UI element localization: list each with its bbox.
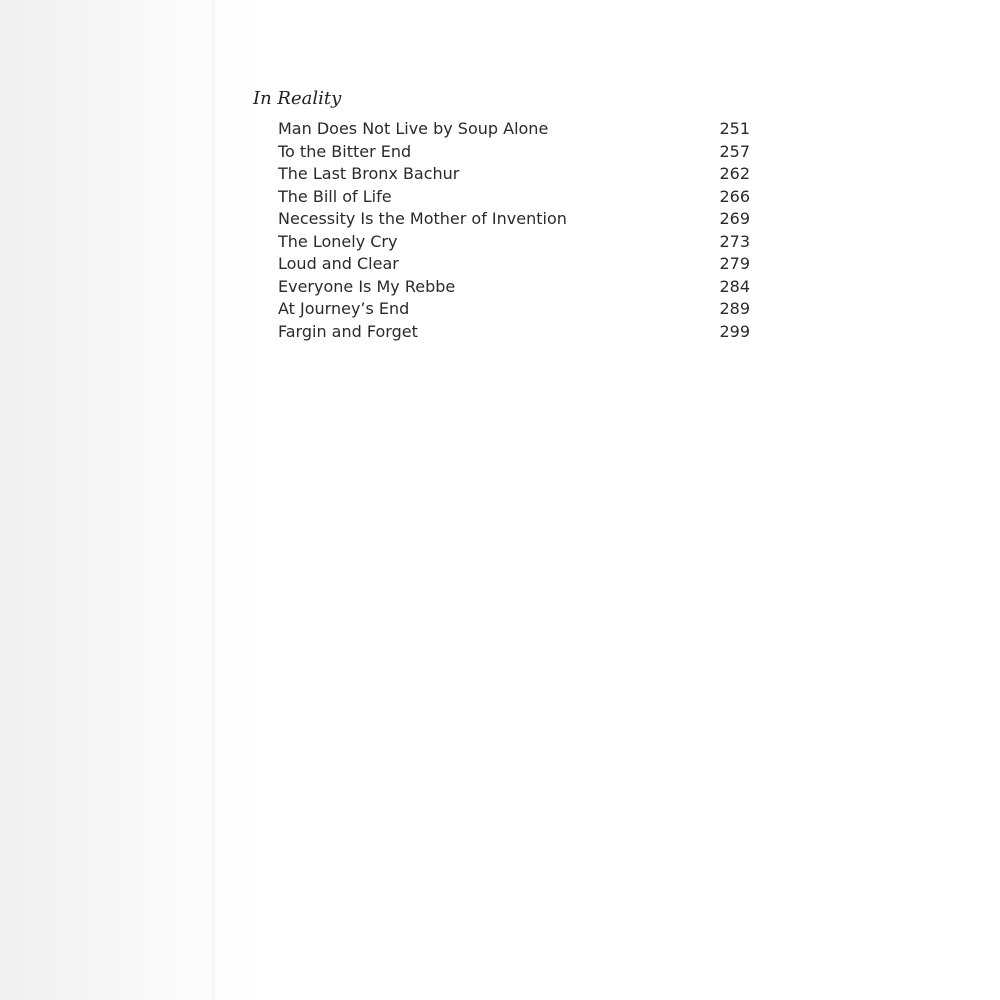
toc-entry[interactable] bbox=[253, 208, 753, 231]
toc-entry[interactable] bbox=[253, 163, 753, 186]
section-title: In Reality bbox=[253, 88, 342, 109]
toc-entry-title: Man Does Not Live by Soup Alone bbox=[278, 119, 549, 138]
toc-entry-page: 299 bbox=[719, 321, 750, 341]
toc-entry-page: 284 bbox=[719, 276, 750, 296]
toc-entry-title: The Lonely Cry bbox=[278, 231, 398, 251]
toc-entry-page: 289 bbox=[719, 299, 750, 318]
toc-entry[interactable] bbox=[253, 231, 753, 254]
toc-entry-page: 262 bbox=[719, 164, 750, 183]
toc-entry-title: Necessity Is the Mother of Invention bbox=[278, 209, 567, 228]
toc-entry[interactable] bbox=[253, 141, 753, 164]
toc-entry-title: Loud and Clear bbox=[278, 254, 399, 273]
toc-entry-list bbox=[253, 118, 753, 343]
toc-entry[interactable] bbox=[253, 186, 753, 209]
toc-entry[interactable] bbox=[253, 321, 753, 344]
table-of-contents bbox=[253, 84, 753, 343]
toc-entry-page: 279 bbox=[719, 254, 750, 273]
toc-entry[interactable] bbox=[253, 276, 753, 299]
page-edge-shadow bbox=[212, 0, 218, 1000]
toc-entry-page: 251 bbox=[719, 119, 750, 138]
toc-entry-title: Fargin and Forget bbox=[278, 321, 418, 341]
toc-entry-title: The Last Bronx Bachur bbox=[278, 164, 460, 183]
toc-entry[interactable] bbox=[253, 118, 753, 141]
toc-entry-title: Everyone Is My Rebbe bbox=[278, 276, 456, 296]
toc-entry[interactable] bbox=[253, 298, 753, 321]
toc-entry-page: 273 bbox=[719, 231, 750, 251]
toc-entry-title: The Bill of Life bbox=[278, 186, 392, 206]
toc-entry-title: At Journey’s End bbox=[278, 299, 410, 318]
toc-entry[interactable] bbox=[253, 253, 753, 276]
toc-entry-page: 266 bbox=[719, 186, 750, 206]
toc-entry-page: 257 bbox=[719, 141, 750, 161]
toc-entry-page: 269 bbox=[719, 209, 750, 228]
toc-entry-title: To the Bitter End bbox=[278, 141, 412, 161]
